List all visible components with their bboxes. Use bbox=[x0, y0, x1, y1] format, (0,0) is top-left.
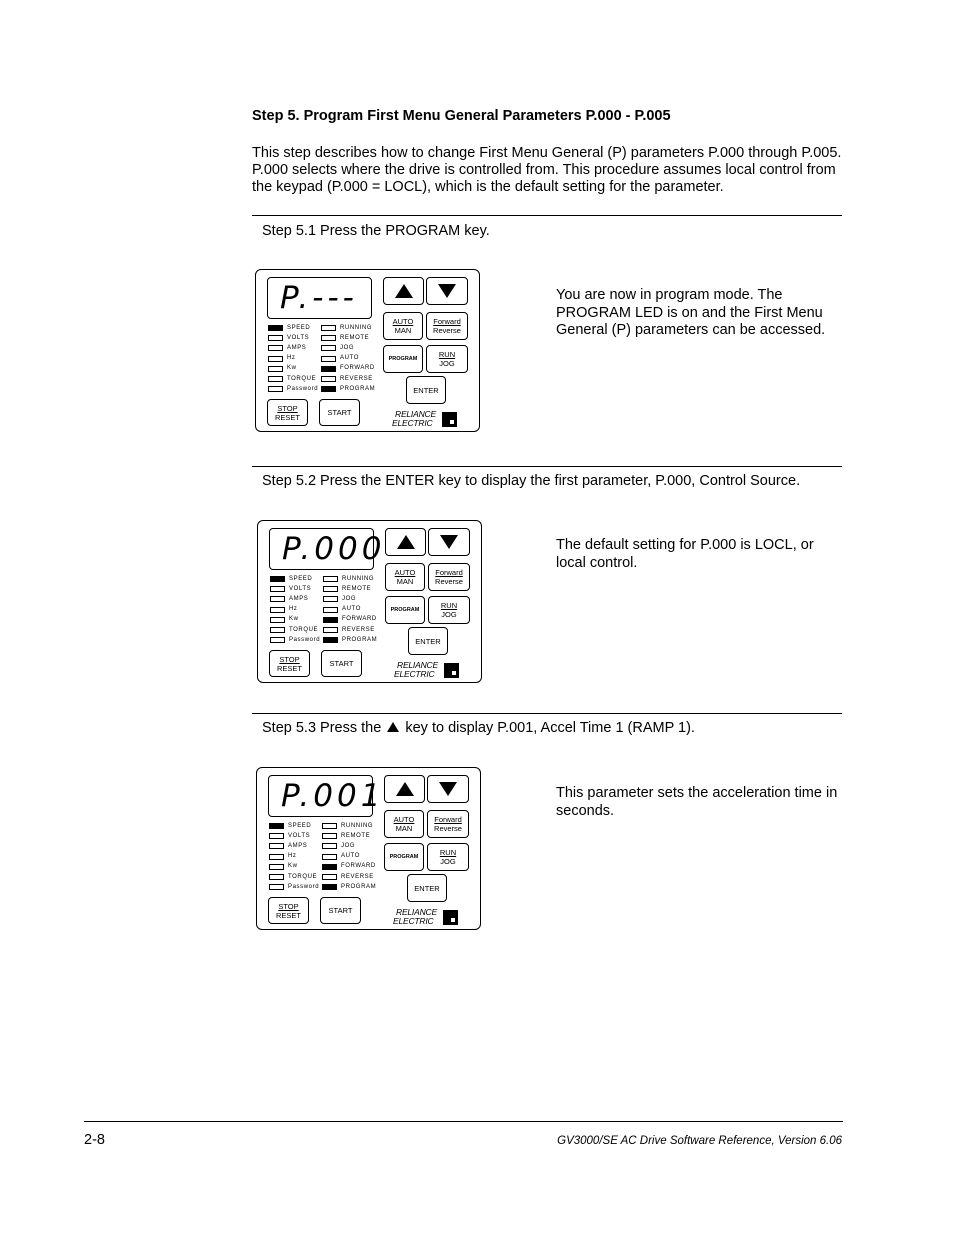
forward-label: Forward bbox=[433, 317, 461, 326]
led-password bbox=[269, 884, 284, 890]
auto-man-button[interactable] bbox=[384, 810, 424, 838]
step-divider bbox=[252, 466, 842, 467]
led-jog bbox=[322, 843, 337, 849]
led-label: RUNNING bbox=[342, 575, 375, 582]
stop-reset-button[interactable] bbox=[268, 897, 309, 924]
led-speed bbox=[270, 576, 285, 582]
led-label: JOG bbox=[342, 595, 357, 602]
down-arrow-button[interactable] bbox=[427, 775, 469, 803]
brand-name-line1: RELIANCE bbox=[396, 907, 437, 917]
up-arrow-button[interactable] bbox=[383, 277, 424, 305]
down-arrow-icon bbox=[438, 284, 456, 298]
parameter-display bbox=[267, 277, 372, 319]
up-arrow-button[interactable] bbox=[385, 528, 426, 556]
step-5-2-description: The default setting for P.000 is LOCL, or local control. bbox=[556, 537, 814, 571]
led-label: SPEED bbox=[289, 575, 313, 582]
led-hz bbox=[268, 356, 283, 362]
enter-label: ENTER bbox=[415, 636, 441, 646]
program-label: PROGRAM bbox=[388, 356, 418, 362]
display-readout: P.000 bbox=[282, 531, 386, 567]
program-button[interactable] bbox=[383, 345, 423, 373]
led-label: TORQUE bbox=[287, 375, 317, 382]
led-label: SPEED bbox=[287, 324, 311, 331]
led-jog bbox=[321, 345, 336, 351]
step-5-3-description: This parameter sets the acceleration time in seconds. bbox=[556, 785, 838, 819]
led-label: REMOTE bbox=[340, 334, 370, 341]
led-label: AUTO bbox=[340, 355, 359, 362]
led-label: RUNNING bbox=[340, 324, 373, 331]
led-kw bbox=[269, 864, 284, 870]
run-jog-button[interactable] bbox=[428, 596, 470, 624]
led-amps bbox=[270, 596, 285, 602]
stop-label: STOP bbox=[279, 654, 300, 664]
program-button[interactable] bbox=[384, 843, 424, 871]
up-arrow-icon bbox=[396, 782, 414, 796]
footer-rule bbox=[84, 1121, 843, 1122]
forward-reverse-button[interactable] bbox=[427, 810, 469, 838]
led-label: Hz bbox=[288, 853, 297, 860]
led-label: TORQUE bbox=[289, 626, 319, 633]
display-readout: P.--- bbox=[280, 280, 358, 316]
step-divider bbox=[252, 215, 842, 216]
led-volts bbox=[268, 335, 283, 341]
led-remote bbox=[323, 586, 338, 592]
led-program bbox=[322, 884, 337, 890]
forward-label: Forward bbox=[435, 568, 463, 577]
up-arrow-icon bbox=[387, 722, 399, 732]
run-label: RUN bbox=[440, 601, 458, 610]
reliance-logo-icon bbox=[442, 412, 457, 427]
reliance-logo-icon bbox=[443, 910, 458, 925]
start-button[interactable] bbox=[319, 399, 360, 426]
reset-label: RESET bbox=[276, 663, 302, 673]
step-divider bbox=[252, 713, 842, 714]
led-label: FORWARD bbox=[340, 365, 375, 372]
parameter-display bbox=[268, 775, 385, 817]
led-reverse bbox=[322, 874, 337, 880]
led-auto bbox=[321, 356, 336, 362]
led-label: Password bbox=[289, 636, 321, 643]
reverse-label: Reverse bbox=[434, 824, 462, 833]
led-speed bbox=[269, 823, 284, 829]
intro-paragraph: This step describes how to change First Menu General (P) parameters P.000 through P.005. P.000 selects where the drive is controlled from. This procedure assumes local control from the keypad (P.000 = LOCL), which is the default setting for the parameter. bbox=[252, 145, 842, 195]
program-button[interactable] bbox=[385, 596, 425, 624]
start-button[interactable] bbox=[321, 650, 362, 677]
forward-reverse-button[interactable] bbox=[426, 312, 468, 340]
section-heading: Step 5. Program First Menu General Parameters P.000 - P.005 bbox=[252, 108, 671, 124]
led-jog bbox=[323, 596, 338, 602]
led-label: REVERSE bbox=[342, 626, 375, 633]
step-5-3-text-after: key to display P.001, Accel Time 1 (RAMP 1). bbox=[405, 720, 695, 736]
led-hz bbox=[270, 607, 285, 613]
led-label: JOG bbox=[341, 842, 356, 849]
page-number: 2-8 bbox=[84, 1132, 105, 1148]
auto-label: AUTO bbox=[393, 815, 415, 824]
stop-label: STOP bbox=[278, 901, 299, 911]
enter-button[interactable] bbox=[408, 627, 448, 655]
led-password bbox=[270, 637, 285, 643]
man-label: MAN bbox=[396, 577, 414, 586]
step-5-1-text: Step 5.1 Press the PROGRAM key. bbox=[262, 223, 490, 239]
led-torque bbox=[270, 627, 285, 633]
led-amps bbox=[268, 345, 283, 351]
forward-reverse-button[interactable] bbox=[428, 563, 470, 591]
led-label: SPEED bbox=[288, 822, 312, 829]
forward-label: Forward bbox=[434, 815, 462, 824]
up-arrow-icon bbox=[397, 535, 415, 549]
led-label: REVERSE bbox=[340, 375, 373, 382]
auto-label: AUTO bbox=[394, 568, 416, 577]
led-forward bbox=[321, 366, 336, 372]
brand-name-line2: ELECTRIC bbox=[393, 916, 434, 926]
led-label: PROGRAM bbox=[340, 385, 376, 392]
keypad-figure-2 bbox=[257, 520, 482, 683]
display-readout: P.001 bbox=[281, 778, 385, 814]
reset-label: RESET bbox=[275, 910, 301, 920]
led-label: JOG bbox=[340, 344, 355, 351]
parameter-display bbox=[269, 528, 386, 570]
led-label: Kw bbox=[289, 616, 299, 623]
step-5-3-text-before: Step 5.3 Press the bbox=[262, 720, 382, 736]
led-volts bbox=[269, 833, 284, 839]
man-label: MAN bbox=[394, 326, 412, 335]
led-hz bbox=[269, 854, 284, 860]
led-speed bbox=[268, 325, 283, 331]
document-title: GV3000/SE AC Drive Software Reference, Version 6.06 bbox=[557, 1135, 842, 1147]
led-label: AMPS bbox=[289, 595, 309, 602]
led-label: Kw bbox=[287, 365, 297, 372]
led-running bbox=[323, 576, 338, 582]
led-label: AMPS bbox=[287, 344, 307, 351]
led-label: FORWARD bbox=[341, 863, 376, 870]
man-label: MAN bbox=[395, 824, 413, 833]
led-kw bbox=[270, 617, 285, 623]
reverse-label: Reverse bbox=[435, 577, 463, 586]
down-arrow-icon bbox=[440, 535, 458, 549]
led-label: TORQUE bbox=[288, 873, 318, 880]
jog-label: JOG bbox=[441, 610, 457, 619]
program-label: PROGRAM bbox=[390, 607, 420, 613]
led-label: AMPS bbox=[288, 842, 308, 849]
led-label: REMOTE bbox=[342, 585, 372, 592]
program-label: PROGRAM bbox=[389, 854, 419, 860]
enter-label: ENTER bbox=[413, 385, 439, 395]
led-auto bbox=[322, 854, 337, 860]
keypad-figure-3 bbox=[256, 767, 481, 930]
auto-man-button[interactable] bbox=[385, 563, 425, 591]
led-remote bbox=[322, 833, 337, 839]
auto-man-button[interactable] bbox=[383, 312, 423, 340]
led-password bbox=[268, 386, 283, 392]
led-label: Password bbox=[287, 385, 319, 392]
led-running bbox=[322, 823, 337, 829]
run-label: RUN bbox=[439, 848, 457, 857]
start-button[interactable] bbox=[320, 897, 361, 924]
led-label: REMOTE bbox=[341, 832, 371, 839]
run-jog-button[interactable] bbox=[427, 843, 469, 871]
led-label: RUNNING bbox=[341, 822, 374, 829]
auto-label: AUTO bbox=[392, 317, 414, 326]
brand-name-line2: ELECTRIC bbox=[394, 669, 435, 679]
step-5-1-description: You are now in program mode. The PROGRAM LED is on and the First Menu General (P) parameters can be accessed. bbox=[556, 287, 826, 338]
stop-reset-button[interactable] bbox=[267, 399, 308, 426]
reliance-logo-icon bbox=[444, 663, 459, 678]
led-label: AUTO bbox=[342, 606, 361, 613]
led-amps bbox=[269, 843, 284, 849]
start-label: START bbox=[329, 659, 354, 668]
led-program bbox=[321, 386, 336, 392]
led-program bbox=[323, 637, 338, 643]
led-auto bbox=[323, 607, 338, 613]
run-jog-button[interactable] bbox=[426, 345, 468, 373]
led-forward bbox=[322, 864, 337, 870]
led-label: VOLTS bbox=[288, 832, 311, 839]
stop-label: STOP bbox=[277, 403, 298, 413]
led-label: Kw bbox=[288, 863, 298, 870]
run-label: RUN bbox=[438, 350, 456, 359]
led-reverse bbox=[323, 627, 338, 633]
down-arrow-button[interactable] bbox=[426, 277, 468, 305]
reverse-label: Reverse bbox=[433, 326, 461, 335]
led-kw bbox=[268, 366, 283, 372]
enter-label: ENTER bbox=[414, 883, 440, 893]
led-label: VOLTS bbox=[287, 334, 310, 341]
start-label: START bbox=[328, 906, 353, 915]
keypad-figure-1 bbox=[255, 269, 480, 432]
led-torque bbox=[268, 376, 283, 382]
led-label: PROGRAM bbox=[341, 883, 377, 890]
led-remote bbox=[321, 335, 336, 341]
led-label: Hz bbox=[287, 355, 296, 362]
led-label: Password bbox=[288, 883, 320, 890]
step-5-3-text bbox=[262, 720, 695, 736]
jog-label: JOG bbox=[439, 359, 455, 368]
led-running bbox=[321, 325, 336, 331]
led-label: Hz bbox=[289, 606, 298, 613]
led-label: PROGRAM bbox=[342, 636, 378, 643]
led-reverse bbox=[321, 376, 336, 382]
led-label: AUTO bbox=[341, 853, 360, 860]
down-arrow-icon bbox=[439, 782, 457, 796]
up-arrow-button[interactable] bbox=[384, 775, 425, 803]
up-arrow-icon bbox=[395, 284, 413, 298]
jog-label: JOG bbox=[440, 857, 456, 866]
led-volts bbox=[270, 586, 285, 592]
led-forward bbox=[323, 617, 338, 623]
step-5-2-text: Step 5.2 Press the ENTER key to display the first parameter, P.000, Control Source. bbox=[262, 473, 801, 489]
down-arrow-button[interactable] bbox=[428, 528, 470, 556]
reset-label: RESET bbox=[274, 412, 300, 422]
enter-button[interactable] bbox=[406, 376, 446, 404]
enter-button[interactable] bbox=[407, 874, 447, 902]
stop-reset-button[interactable] bbox=[269, 650, 310, 677]
start-label: START bbox=[327, 408, 352, 417]
brand-name-line1: RELIANCE bbox=[397, 660, 438, 670]
brand-name-line2: ELECTRIC bbox=[392, 418, 433, 428]
led-label: VOLTS bbox=[289, 585, 312, 592]
brand-name-line1: RELIANCE bbox=[395, 409, 436, 419]
led-label: REVERSE bbox=[341, 873, 374, 880]
led-torque bbox=[269, 874, 284, 880]
led-label: FORWARD bbox=[342, 616, 377, 623]
